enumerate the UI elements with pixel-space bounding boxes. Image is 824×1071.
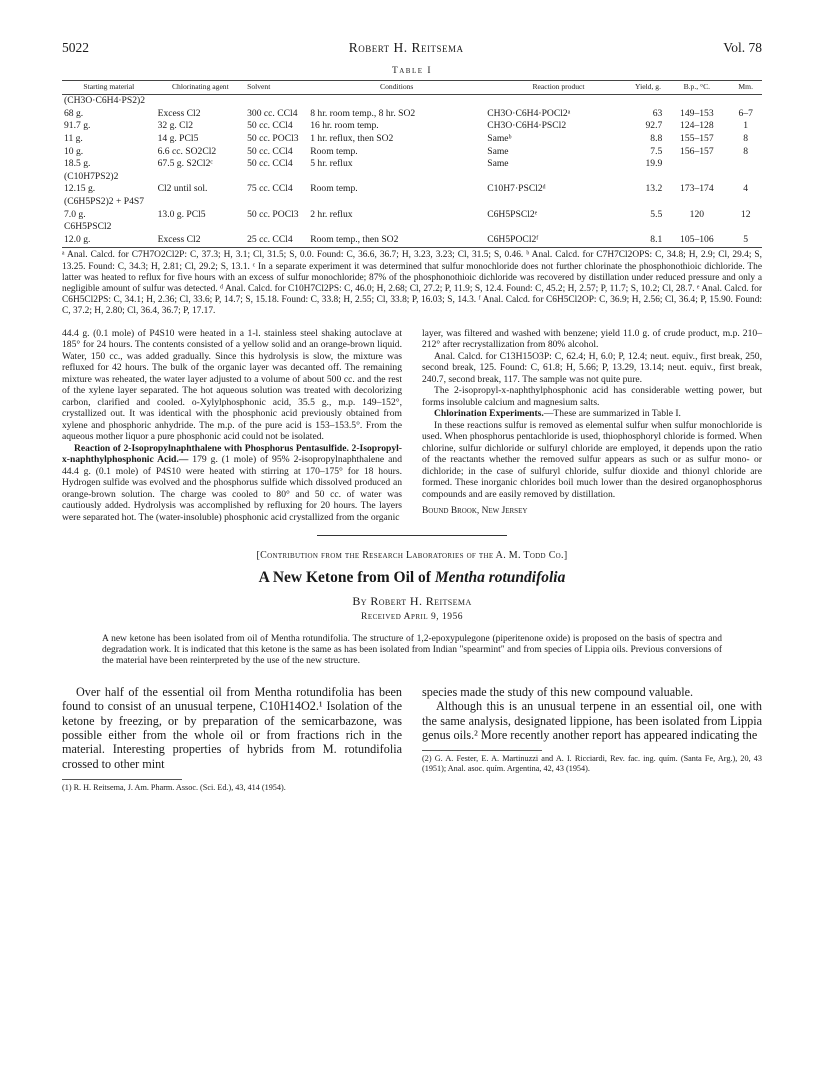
- group-label: (CH3O·C6H4·PS2)2: [64, 95, 146, 107]
- cell-solvent: 300 cc. CCl4: [247, 107, 298, 119]
- title-species: Mentha rotundifolia: [434, 569, 566, 587]
- cell-yield: 7.5: [650, 145, 663, 157]
- group-label: C6H5PSCl2: [64, 221, 112, 233]
- cell-mm: 12: [740, 208, 751, 220]
- col-mm: Mm.: [729, 81, 762, 95]
- cell-solvent: 50 cc. POCl3: [247, 132, 299, 144]
- cell-agent: 6.6 cc. SO2Cl2: [157, 145, 217, 157]
- body-text: [62, 685, 402, 771]
- cell-mm: 8: [743, 132, 749, 144]
- body-text: [422, 685, 762, 742]
- paragraph: In these reactions sulfur is removed as elemental sulfur when sulfur monochloride is used. When phosphorus pentachloride is used, thiophosphoryl chloride is formed. When chlorine, sulfur dichloride or sulfuryl chloride are employed, it depends upon the ratio of the reactants whether the removed sulfur appears as such or as sulfur mono- or dichloride; in the case of sulfuryl chloride, sulfur dioxide and thionyl chloride are formed. These inorganic chlorides boil much lower than the desired organophosphorus compounds and are easily removed by distillation.: [422, 419, 762, 500]
- cell-product: C6H5PSCl2ᵉ: [487, 208, 538, 220]
- contribution-line: [Contribution from the Research Laboratories of the A. M. Todd Co.]: [256, 550, 568, 562]
- cell-conditions: Room temp.: [310, 183, 358, 195]
- cell-starting: 11 g.: [64, 132, 83, 144]
- cell-product: CH3O·C6H4·POCl2ᵃ: [487, 107, 571, 119]
- cell-yield: 5.5: [650, 208, 663, 220]
- body-left-column: [62, 685, 402, 793]
- cell-yield: 63: [652, 107, 663, 119]
- cell-bp: 124–128: [680, 120, 714, 132]
- table-row: [62, 133, 762, 146]
- footnote-2: (2) G. A. Fester, E. A. Martinuzzi and A. I. Ricciardi, Rev. fac. ing. quím. (Santa Fe, Arg.), 20, 43 (1951); Anal. asoc. quím. Argentina, 42, 43 (1954).: [422, 754, 762, 774]
- table-row: [62, 108, 762, 121]
- page-number: 5022: [62, 40, 89, 55]
- table-title: Table I: [391, 66, 433, 76]
- table-group-row: [62, 95, 762, 108]
- paragraph: species made the study of this new compound valuable.: [422, 685, 694, 700]
- table-group-row: [62, 171, 762, 184]
- cell-bp: 156–157: [680, 145, 714, 157]
- cell-yield: 8.1: [632, 234, 665, 248]
- paragraph: Although this is an unusual terpene in an essential oil, one with the same analysis, designated lippione, has been isolated from Lippia genus oils.² More recently another report has appeared indicating the: [422, 699, 762, 742]
- cell-agent: Excess Cl2: [156, 234, 246, 248]
- cell-bp: 173–174: [680, 183, 714, 195]
- cell-mm: 8: [743, 145, 749, 157]
- experimental-columns: [62, 328, 762, 524]
- cell-solvent: 50 cc. CCl4: [247, 120, 293, 132]
- running-head: [62, 40, 762, 58]
- cell-starting: 12.15 g.: [64, 183, 96, 195]
- cell-bp: 120: [689, 208, 705, 220]
- cell-solvent: 25 cc. CCl4: [245, 234, 308, 248]
- cell-product: Same: [487, 158, 509, 170]
- col-yield: Yield, g.: [632, 81, 665, 95]
- cell-yield: 19.9: [645, 158, 663, 170]
- table-body: [62, 95, 762, 248]
- article-divider: [317, 535, 507, 536]
- cell-yield: 13.2: [645, 183, 663, 195]
- cell-mm: 6–7: [738, 107, 753, 119]
- left-column: [62, 328, 402, 524]
- table-footnotes: ᵃ Anal. Calcd. for C7H7O2Cl2P: C, 37.3; H, 3.1; Cl, 31.5; S, 0.0. Found: C, 36.6, 36.7; H, 3.23, 3.23; Cl, 31.5; S, 0.46. ᵇ Anal. Calcd. for C7H7Cl2OPS: C, 34.8; H, 2.9; Cl, 29.4; S, 13.25. Found: C, 34.3; H, 2.81; Cl, 29.2; S, 13.1. ᶜ In a separate experiment it was determined that sulfur monochloride does not further chlorinate the phosphonothioic dichloride. The latter was heated to reflux for five hours with an excess of sulfur monochloride; 87% of the phosphonothioic dichloride was recovered by distillation under reduced pressure and only a negligible amount of sulfur was detected. ᵈ Anal. Calcd. for C10H7Cl2PS: C, 46.0; H, 2.68; Cl, 27.2; P, 11.9; S, 12.4. Found: C, 45.2; H, 2.57; P, 11.7; S, 10.2; Cl, 28.7. ᵉ Anal. Calcd. for C6H5Cl2PS: C, 34.1; H, 2.36; Cl, 33.6; P, 14.7; S, 15.18. Found: C, 33.8; H, 2.55; Cl, 33.8; P, 16.03; S, 14.3. ᶠ Anal. Calcd. for C6H5Cl2OP: C, 36.9; H, 2.56; Cl, 36.4; P, 15.90. Found: C, 37.2; H, 2.80; Cl, 36.4, 36.7; P, 17.17.: [62, 250, 762, 317]
- cell-yield: 92.7: [645, 120, 663, 132]
- cell-agent: Excess Cl2: [157, 107, 201, 119]
- cell-agent: 14 g. PCl5: [157, 132, 199, 144]
- cell-product: Sameᵇ: [487, 132, 512, 144]
- paragraph: [62, 443, 402, 524]
- cell-conditions: 2 hr. reflux: [310, 208, 353, 220]
- cell-product: C10H7·PSCl2ᵈ: [487, 183, 546, 195]
- footnote-1: (1) R. H. Reitsema, J. Am. Pharm. Assoc. (Sci. Ed.), 43, 414 (1954).: [62, 782, 286, 792]
- title-text: A New Ketone from Oil of: [258, 569, 435, 587]
- table-row: [62, 209, 762, 222]
- cell-conditions: 5 hr. reflux: [310, 158, 353, 170]
- col-conditions: Conditions: [308, 81, 485, 95]
- cell-agent: 13.0 g. PCl5: [157, 208, 206, 220]
- group-label: (C10H7PS2)2: [64, 170, 119, 182]
- footnote-rule: [422, 750, 542, 751]
- group-label: (C6H5PS2)2 + P4S7: [64, 195, 145, 207]
- cell-conditions: 1 hr. reflux, then SO2: [310, 132, 394, 144]
- cell-starting: 18.5 g.: [64, 158, 91, 170]
- paragraph: [422, 408, 762, 420]
- cell-solvent: 50 cc. CCl4: [247, 145, 293, 157]
- paragraph: 44.4 g. (0.1 mole) of P4S10 were heated in a 1-l. stainless steel shaking autoclave at 185° for 24 hours. The contents consisted of a yellow solid and an orange-brown liquid. Water, 150 cc., was added gradually. Since this hydrolysis is slow, the mixture was refluxed for 42 hours. The bulk of the organic layer was decanted off. The remaining mixture was reheated, the water layer adjusted to a volume of about 500 cc. and the rest of the xylene layer separated. The hot aqueous solution was treated with decolorizing carbon, clarified and cooled. o-Xylylphosphonic acid, 35.5 g., m.p. 149–152°, crystallized out. It was identical with the phosphonic acid previously obtained from xylene and phosphoric anhydride. The m.p. of the pure acid is 153–153.5°. From the aqueous mother liquor a pure phosphonic acid could not be isolated.: [62, 327, 402, 443]
- table-row: [62, 120, 762, 133]
- cell-mm: 1: [743, 120, 749, 132]
- table-row: [62, 183, 762, 196]
- table-group-row: [62, 221, 762, 234]
- paragraph: Anal. Calcd. for C13H15O3P: C, 62.4; H, 6.0; P, 12.4; neut. equiv., first break, 250, second break, 125. Found: C, 61.8; H, 5.66; P, 13.29, 13.14; neut. equiv., first break, 240.7, second break, 117. The sample was not quite pure.: [422, 350, 762, 385]
- cell-mm: 5: [729, 234, 762, 248]
- cell-starting: 10 g.: [64, 145, 84, 157]
- cell-agent: Cl2 until sol.: [157, 183, 208, 195]
- cell-starting: 12.0 g.: [62, 234, 156, 248]
- cell-starting: 68 g.: [64, 107, 84, 119]
- cell-mm: 4: [743, 183, 749, 195]
- section-heading: Reaction of 2-Isopropylnaphthalene with Phosphorus Pentasulfide. 2-Isopropyl-x-naphthylphosphonic Acid.—: [62, 442, 402, 466]
- cell-bp: 149–153: [680, 107, 714, 119]
- received-date: Received April 9, 1956: [360, 612, 464, 623]
- running-author: Robert H. Reitsema: [348, 40, 464, 55]
- col-solvent: Solvent: [245, 81, 308, 95]
- col-reaction-product: Reaction product: [485, 81, 632, 95]
- cell-starting: 7.0 g.: [64, 208, 86, 220]
- cell-bp: 155–157: [680, 132, 714, 144]
- cell-conditions: Room temp., then SO2: [308, 234, 485, 248]
- cell-agent: 67.5 g. S2Cl2ᶜ: [157, 158, 213, 170]
- col-bp: B.p., °C.: [664, 81, 729, 95]
- right-column: [422, 328, 762, 524]
- paragraph-body: —These are summarized in Table I.: [543, 408, 681, 420]
- table-header-row: [62, 81, 762, 95]
- paragraph: The 2-isopropyl-x-naphthylphosphonic acid has considerable wetting power, but forms insoluble calcium and magnesium salts.: [422, 385, 762, 408]
- cell-conditions: Room temp.: [310, 145, 358, 157]
- cell-solvent: 75 cc. CCl4: [247, 183, 293, 195]
- col-starting-material: Starting material: [62, 81, 156, 95]
- paragraph: Over half of the essential oil from Mentha rotundifolia has been found to consist of an unusual terpene, C10H14O2.¹ Isolation of the ketone by freezing, or by preparation of the semicarbazone, was possible either from the whole oil or from fractions rich in the material. Interesting properties of hybrids from M. rotundifolia crossed to other mint: [62, 685, 402, 771]
- table-1: [62, 80, 762, 248]
- table-group-row: [62, 196, 762, 209]
- cell-agent: 32 g. Cl2: [157, 120, 194, 132]
- cell-product: C6H5POCl2ᶠ: [485, 234, 632, 248]
- article-body: [62, 685, 762, 793]
- byline: By Robert H. Reitsema: [352, 594, 472, 609]
- paragraph-body: 179 g. (1 mole) of 95% 2-isopropylnaphthalene and 44.4 g. (0.1 mole) of P4S10 were heated with stirring at 170–175° for 18 hours. Hydrogen sulfide was evolved and the phosphorus sulfide which dissolved produced an orange-brown solution. The charge was cooled to 80° and 50 cc. of water was cautiously added. Hydrolysis was accomplished by refluxing for 20 hours. The layers were separated hot. The (water-insoluble) phosphonic acid crystallized from the organic: [62, 454, 402, 523]
- col-chlorinating-agent: Chlorinating agent: [156, 81, 246, 95]
- section-heading: Chlorination Experiments.: [434, 408, 544, 420]
- cell-conditions: 16 hr. room temp.: [310, 120, 379, 132]
- abstract: A new ketone has been isolated from oil of Mentha rotundifolia. The structure of 1,2-epoxypulegone (piperitenone oxide) is proposed on the basis of spectra and degradation work. It is indicated that this ketone is the same as has been isolated from Indian "spearmint" and from species of Lippia oils. Previous conversions of the material have been reinterpreted by the use of the new structure.: [102, 634, 722, 667]
- cell-solvent: 50 cc. POCl3: [247, 208, 299, 220]
- cell-conditions: 8 hr. room temp., 8 hr. SO2: [310, 107, 416, 119]
- footnote-rule: [62, 779, 182, 780]
- cell-bp: [664, 158, 729, 171]
- cell-product: CH3O·C6H4·PSCl2: [487, 120, 567, 132]
- cell-product: Same: [487, 145, 509, 157]
- body-right-column: [422, 685, 762, 793]
- journal-page: [62, 40, 762, 793]
- cell-solvent: 50 cc. CCl4: [247, 158, 293, 170]
- table-row: [62, 146, 762, 159]
- table-row: [62, 158, 762, 171]
- cell-yield: 8.8: [650, 132, 663, 144]
- paragraph: layer, was filtered and washed with benzene; yield 11.0 g. of crude product, m.p. 210–212° after recrystallization from 80% alcohol.: [422, 327, 762, 351]
- location-signoff: Bound Brook, New Jersey: [422, 506, 528, 517]
- cell-mm: [729, 158, 762, 171]
- table-row: [62, 234, 762, 248]
- cell-bp: 105–106: [664, 234, 729, 248]
- volume-number: Vol. 78: [723, 40, 762, 55]
- cell-starting: 91.7 g.: [64, 120, 91, 132]
- article-title: [62, 569, 762, 587]
